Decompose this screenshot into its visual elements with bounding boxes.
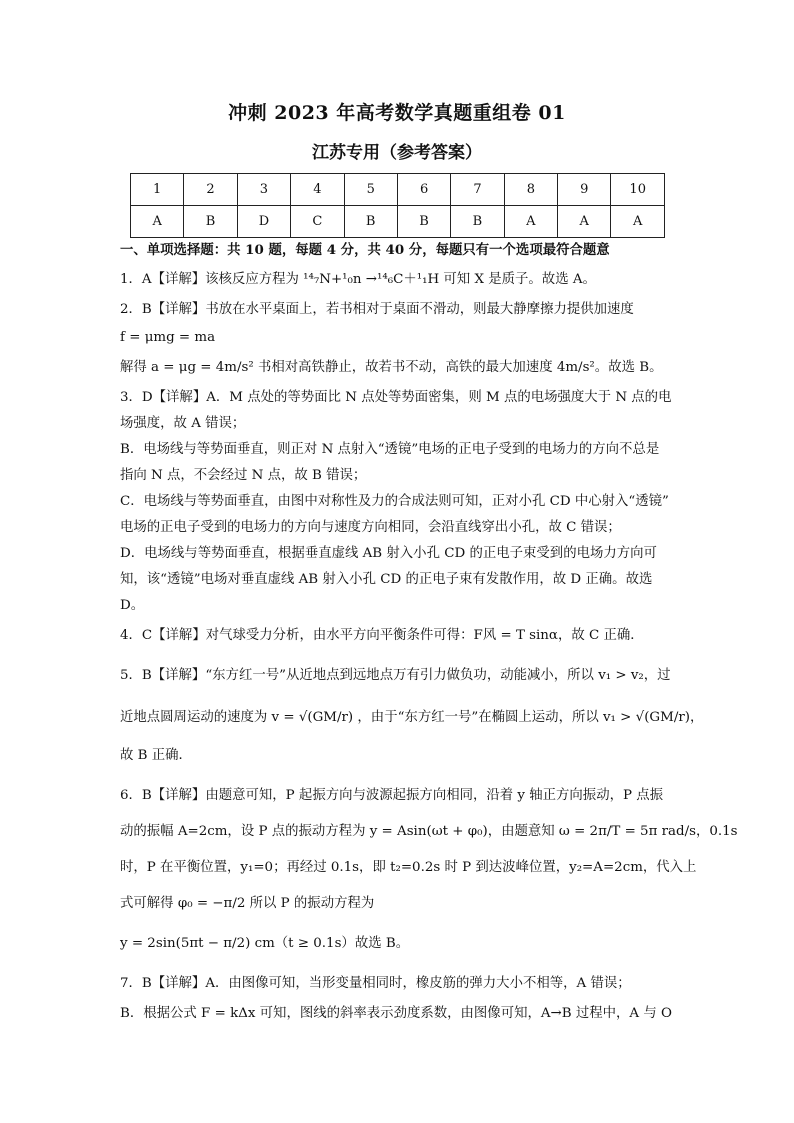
answer-cell: A bbox=[611, 206, 665, 238]
question-number: 4 bbox=[291, 174, 344, 206]
answer-cell: B bbox=[344, 206, 397, 238]
explanation-line: 1．A【详解】该核反应方程为 ¹⁴₇N+¹₀n →¹⁴₆C＋¹₁H 可知 X 是质子。故选 A。 bbox=[120, 272, 596, 287]
explanation-line: 解得 a = μg = 4m/s² 书相对高铁静止，故若书不动，高铁的最大加速度 4m/s²。故选 B。 bbox=[120, 360, 663, 375]
explanation-line: 知，该“透镜”电场对垂直虚线 AB 射入小孔 CD 的正电子束有发散作用，故 D 正确。故选 bbox=[120, 572, 653, 587]
answer-cell: B bbox=[184, 206, 237, 238]
page-title: 冲刺 2023 年高考数学真题重组卷 01 bbox=[228, 102, 566, 124]
question-number: 2 bbox=[184, 174, 237, 206]
answer-table-numbers-row bbox=[131, 174, 665, 206]
explanation-line: 7．B【详解】A．由图像可知，当形变量相同时，橡皮筋的弹力大小不相等，A 错误； bbox=[120, 976, 631, 991]
explanation-line: 近地点圆周运动的速度为 v = √(GM/r) ，由于“东方红一号”在椭圆上运动，所以 v₁ > √(GM/r)， bbox=[120, 710, 704, 725]
explanation-line: 故 B 正确． bbox=[120, 748, 192, 763]
answer-table-answers-row bbox=[131, 206, 665, 238]
question-number: 9 bbox=[558, 174, 611, 206]
explanation-line: f = μmg = ma bbox=[120, 330, 216, 345]
explanation-line: 场强度，故 A 错误； bbox=[120, 416, 246, 431]
question-number: 8 bbox=[504, 174, 557, 206]
answer-cell: C bbox=[291, 206, 344, 238]
explanation-line: B．根据公式 F = kΔx 可知，图线的斜率表示劲度系数，由图像可知，A→B 过程中，A 与 O bbox=[120, 1006, 672, 1021]
explanation-line: 动的振幅 A=2cm，设 P 点的振动方程为 y = Asin(ωt + φ₀)，由题意知 ω = 2π/T = 5π rad/s，0.1s bbox=[120, 824, 738, 839]
explanation-line: y = 2sin(5πt − π/2) cm（t ≥ 0.1s）故选 B。 bbox=[120, 936, 410, 951]
explanation-line: D。 bbox=[120, 598, 145, 613]
explanation-line: 指向 N 点，不会经过 N 点，故 B 错误； bbox=[120, 468, 367, 483]
question-number: 5 bbox=[344, 174, 397, 206]
answer-cell: D bbox=[237, 206, 290, 238]
explanation-line: 3．D【详解】A．M 点处的等势面比 N 点处等势面密集，则 M 点的电场强度大于 N 点的电 bbox=[120, 390, 672, 405]
page-subtitle: 江苏专用（参考答案） bbox=[312, 143, 482, 163]
answer-cell: A bbox=[558, 206, 611, 238]
question-number: 3 bbox=[237, 174, 290, 206]
question-number: 10 bbox=[611, 174, 665, 206]
answer-cell: B bbox=[451, 206, 504, 238]
explanation-line: C．电场线与等势面垂直，由图中对称性及力的合成法则可知，正对小孔 CD 中心射入“透镜” bbox=[120, 494, 669, 509]
section-heading: 一、单项选择题：共 10 题，每题 4 分，共 40 分，每题只有一个选项最符合题意 bbox=[120, 242, 610, 258]
explanation-line: D．电场线与等势面垂直，根据垂直虚线 AB 射入小孔 CD 的正电子束受到的电场力方向可 bbox=[120, 546, 657, 561]
answer-cell: B bbox=[397, 206, 450, 238]
answer-cell: A bbox=[131, 206, 184, 238]
question-number: 6 bbox=[397, 174, 450, 206]
explanation-line: B．电场线与等势面垂直，则正对 N 点射入“透镜”电场的正电子受到的电场力的方向不总是 bbox=[120, 442, 660, 457]
question-number: 1 bbox=[131, 174, 184, 206]
explanation-line: 时，P 在平衡位置，y₁=0；再经过 0.1s，即 t₂=0.2s 时 P 到达波峰位置，y₂=A=2cm，代入上 bbox=[120, 860, 697, 875]
answer-table bbox=[130, 173, 665, 238]
explanation-line: 2．B【详解】书放在水平桌面上，若书相对于桌面不滑动，则最大静摩擦力提供加速度 bbox=[120, 302, 634, 317]
explanation-line: 式可解得 φ₀ = −π/2 所以 P 的振动方程为 bbox=[120, 896, 375, 911]
explanation-line: 6．B【详解】由题意可知，P 起振方向与波源起振方向相同，沿着 y 轴正方向振动，P 点振 bbox=[120, 788, 664, 803]
explanation-line: 电场的正电子受到的电场力的方向与速度方向相同，会沿直线穿出小孔，故 C 错误； bbox=[120, 520, 621, 535]
explanation-line: 4．C【详解】对气球受力分析，由水平方向平衡条件可得：F风 = T sinα，故 C 正确． bbox=[120, 628, 644, 643]
question-number: 7 bbox=[451, 174, 504, 206]
explanation-line: 5．B【详解】“东方红一号”从近地点到远地点万有引力做负功，动能减小，所以 v₁ > v₂，过 bbox=[120, 668, 671, 683]
answer-cell: A bbox=[504, 206, 557, 238]
